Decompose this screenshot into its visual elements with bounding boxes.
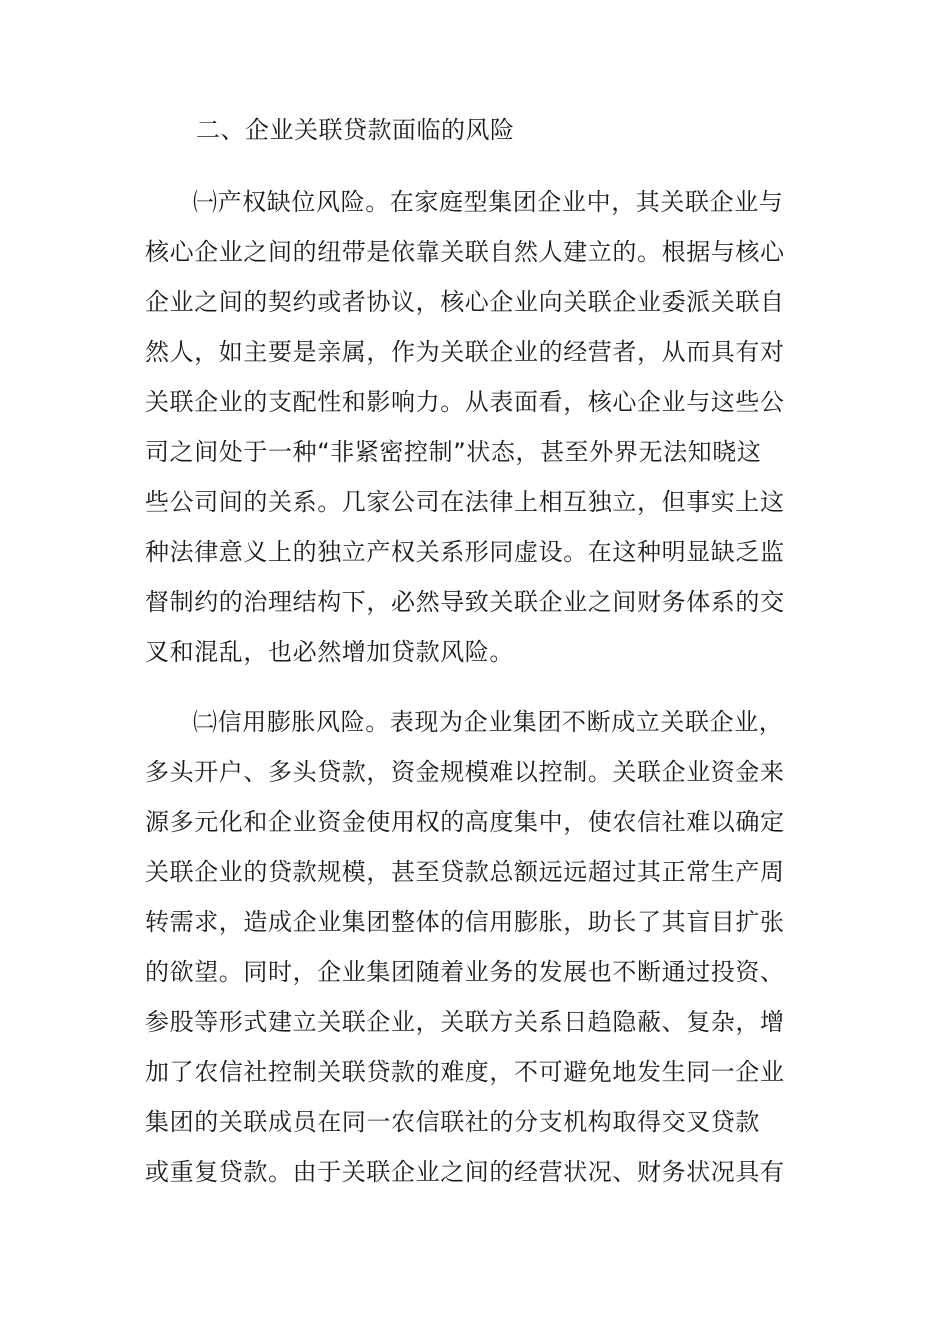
text-line: 司之间处于一种“非紧密控制”状态，甚至外界无法知晓这 — [145, 438, 762, 466]
text-line: 的欲望。同时，企业集团随着业务的发展也不断通过投资、 — [145, 958, 785, 986]
text-line: 叉和混乱，也必然增加贷款风险。 — [145, 638, 514, 666]
text-line: 源多元化和企业资金使用权的高度集中，使农信社难以确定 — [145, 808, 785, 836]
text-line: 核心企业之间的纽带是依靠关联自然人建立的。根据与核心 — [145, 238, 785, 266]
text-line: ㈡信用膨胀风险。表现为企业集团不断成立关联企业， — [193, 708, 784, 736]
text-line: 关联企业的支配性和影响力。从表面看，核心企业与这些公 — [145, 388, 785, 416]
paragraph-credit-expansion-risk — [145, 697, 825, 1197]
text-line: 然人，如主要是亲属，作为关联企业的经营者，从而具有对 — [145, 338, 785, 366]
text-line: 集团的关联成员在同一农信联社的分支机构取得交叉贷款 — [145, 1108, 760, 1136]
text-line: 加了农信社控制关联贷款的难度，不可避免地发生同一企业 — [145, 1058, 785, 1086]
text-line: 或重复贷款。由于关联企业之间的经营状况、财务状况具有 — [145, 1158, 785, 1186]
text-line: 些公司间的关系。几家公司在法律上相互独立，但事实上这 — [145, 488, 785, 516]
text-line: 参股等形式建立关联企业，关联方关系日趋隐蔽、复杂，增 — [145, 1008, 785, 1036]
text-line: 关联企业的贷款规模，甚至贷款总额远远超过其正常生产周 — [145, 858, 785, 886]
section-heading: 二、企业关联贷款面临的风险 — [196, 116, 515, 144]
text-line: 种法律意义上的独立产权关系形同虚设。在这种明显缺乏监 — [145, 538, 785, 566]
text-line: ㈠产权缺位风险。在家庭型集团企业中，其关联企业与 — [193, 188, 784, 216]
text-line: 转需求，造成企业集团整体的信用膨胀，助长了其盲目扩张 — [145, 908, 785, 936]
text-line: 督制约的治理结构下，必然导致关联企业之间财务体系的交 — [145, 588, 785, 616]
text-line: 企业之间的契约或者协议，核心企业向关联企业委派关联自 — [145, 288, 785, 316]
paragraph-property-rights-risk — [145, 177, 825, 677]
text-line: 多头开户、多头贷款，资金规模难以控制。关联企业资金来 — [145, 758, 785, 786]
